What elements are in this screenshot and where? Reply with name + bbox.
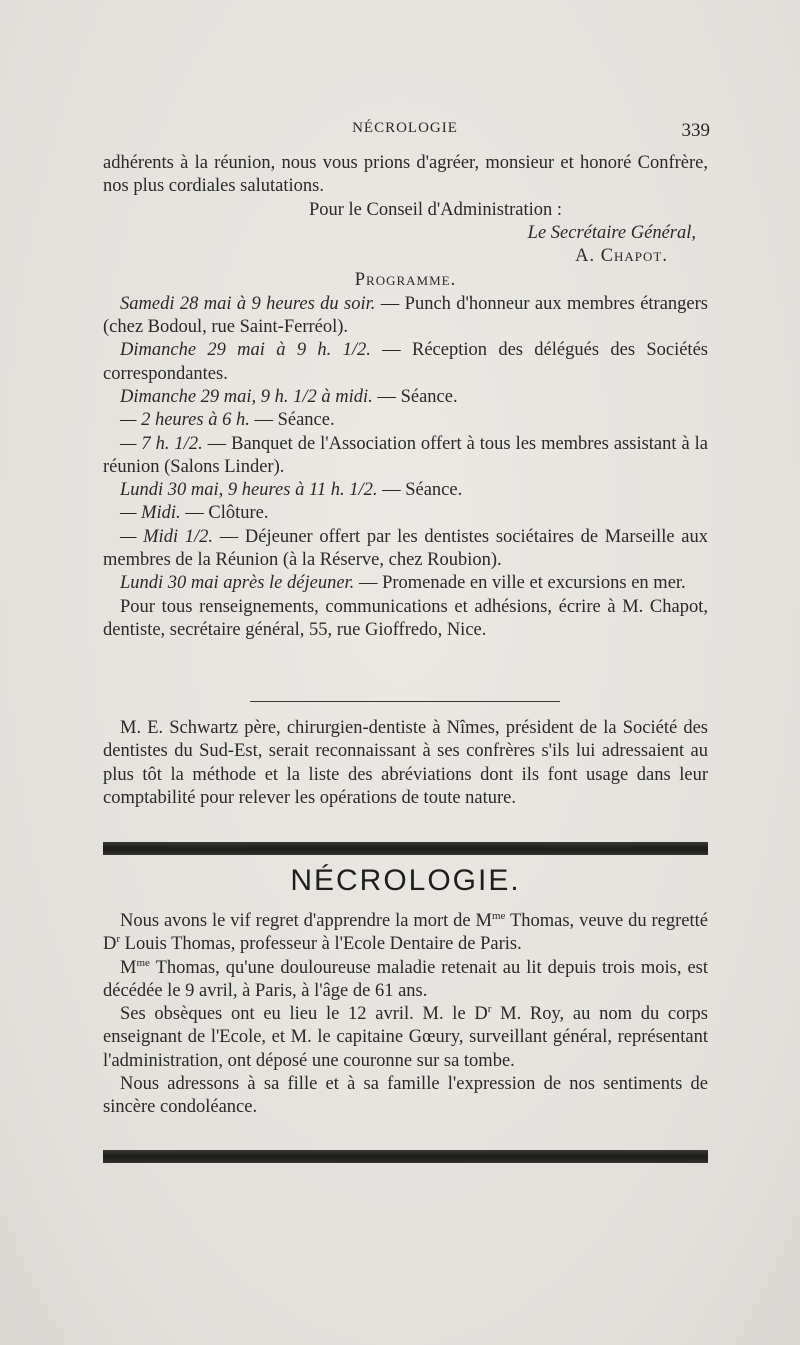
programme-item (103, 386, 708, 409)
programme-title: Programme. (354, 270, 457, 291)
heavy-rule-top (103, 842, 708, 855)
necrologie-title: NÉCROLOGIE. (290, 864, 521, 897)
programme-item-text: — Séance. (372, 386, 458, 407)
programme-item (103, 339, 708, 386)
programme-item (103, 409, 708, 432)
necrologie-paragraph-3: Ses obsèques ont eu lieu le 12 avril. M. le $D^r$ M. Roy, au nom du corps enseignant de l'Ecole, et M. le capitaine Gœury, surveillant général, représentant l'administration, ont déposé une couronne sur sa tombe. (103, 1003, 708, 1071)
programme-item-text: — Réception des délégués des Sociétés correspondantes. (103, 340, 708, 384)
programme-item-text: — Déjeuner offert par les dentistes sociétaires de Marseille aux membres de la Réunion (à la Réserve, chez Roubion). (103, 526, 709, 571)
secretary-name: A. Chapot. (575, 246, 668, 267)
schwartz-paragraph: M. E. Schwartz père, chirurgien-dentiste à Nîmes, président de la Société des dentistes du Sud-Est, serait reconnaissant à ses confrères s'ils lui adressaient au plus tôt la méthode et la liste des abréviations dont ils font usage dans leur comptabilité pour relever les opérations de toute nature. (103, 718, 708, 808)
page-number: 339 (681, 120, 710, 141)
council-line: Pour le Conseil d'Administration : (308, 199, 563, 220)
necrologie-paragraph-2: $M^{me}$ Thomas, qu'une douloureuse maladie retenait au lit depuis trois mois, est décédée le 9 avril, à Paris, à l'âge de 61 ans. (103, 956, 708, 1001)
closing-paragraph: adhérents à la réunion, nous vous prions d'agréer, monsieur et honoré Confrère, nos plus cordiales salutations. (103, 153, 708, 197)
contact-paragraph: Pour tous renseignements, communications et adhésions, écrire à M. Chapot, dentiste, secrétaire général, 55, rue Gioffredo, Nice. (103, 596, 708, 640)
necrologie-paragraph-4: Nous adressons à sa fille et à sa famille l'expression de nos sentiments de sincère condoléance. (103, 1074, 708, 1118)
programme-item-date: — Midi 1/2. (120, 526, 214, 547)
programme-item-text: — Séance. (377, 480, 463, 501)
programme-item-date: Lundi 30 mai après le déjeuner. (120, 573, 355, 594)
top-block (103, 152, 708, 642)
programme-item-date: — 7 h. 1/2. (120, 433, 203, 454)
necrologie-paragraph-1: Nous avons le vif regret d'apprendre la mort de $M^{me}$ Thomas, veuve du regretté $D^r$ Louis Thomas, professeur à l'Ecole Dentaire de Paris. (103, 910, 708, 955)
programme-item-date: Dimanche 29 mai à 9 h. 1/2. (120, 340, 371, 361)
programme-list (103, 293, 708, 596)
programme-item (103, 433, 708, 480)
programme-item-text: — Clôture. (180, 503, 269, 524)
programme-item (103, 479, 708, 502)
programme-item-text: — Promenade en ville et excursions en mer. (354, 573, 686, 594)
programme-item-date: Samedi 28 mai à 9 heures du soir. (120, 293, 376, 314)
heavy-rule-bottom (103, 1150, 708, 1163)
programme-item (103, 526, 708, 573)
necrologie-block (103, 910, 708, 1120)
section-rule (250, 701, 560, 702)
programme-item-date: — Midi. (120, 503, 181, 524)
page-header (100, 120, 710, 140)
secretary-title: Le Secrétaire Général, (527, 222, 696, 243)
schwartz-block (103, 717, 708, 810)
programme-item (103, 572, 708, 595)
programme-item (103, 293, 708, 340)
programme-item-text: — Banquet de l'Association offert à tous les membres assistant à la réunion (Salons Linder). (103, 433, 708, 477)
programme-item-date: Dimanche 29 mai, 9 h. 1/2 à midi. (120, 386, 373, 407)
programme-item-date: Lundi 30 mai, 9 heures à 11 h. 1/2. (120, 480, 378, 501)
running-title: NÉCROLOGIE (352, 120, 458, 136)
programme-item-text: — Séance. (249, 410, 335, 431)
programme-item-date: — 2 heures à 6 h. (120, 410, 250, 431)
programme-item (103, 502, 708, 525)
programme-item-text: — Punch d'honneur aux membres étrangers (chez Bodoul, rue Saint-Ferréol). (103, 293, 708, 338)
